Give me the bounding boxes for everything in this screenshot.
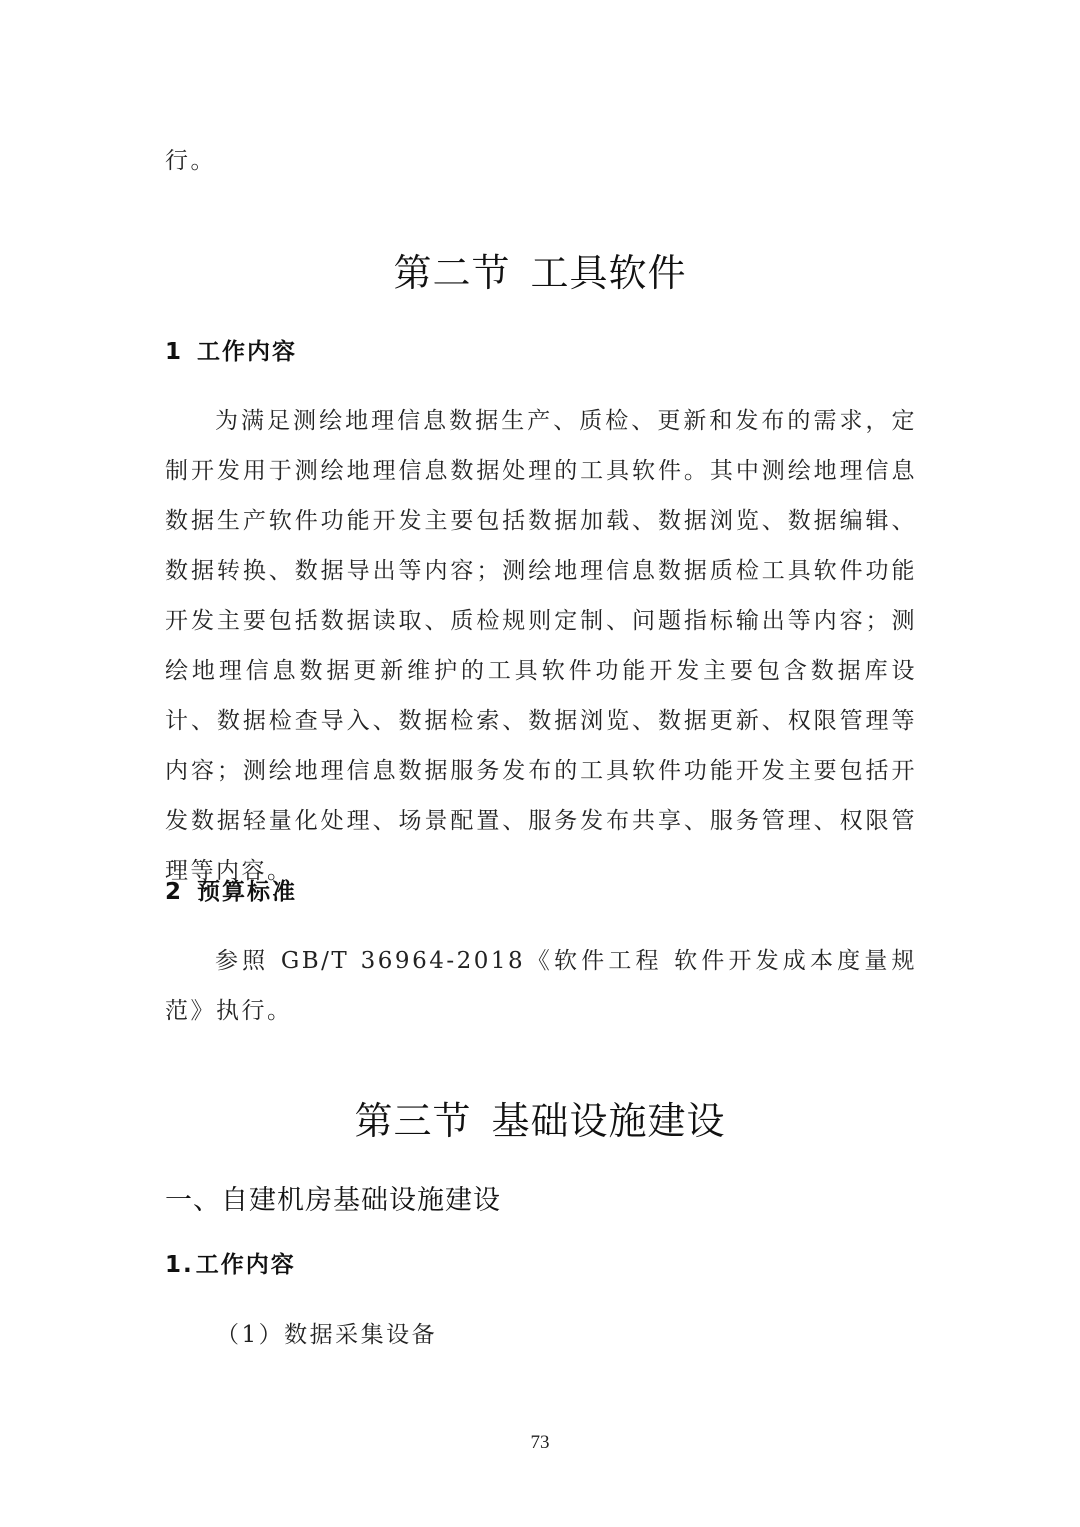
heading-number: 1 (165, 339, 184, 365)
section-three-number: 第三节 (354, 1099, 472, 1143)
section-two-title (0, 242, 1080, 297)
heading-text: 预算标准 (197, 879, 298, 905)
section-two-number: 第二节 (393, 251, 511, 295)
continuation-text: 行。 (165, 148, 216, 174)
heading-text: 工作内容 (197, 339, 298, 365)
work-content-paragraph: 为满足测绘地理信息数据生产、质检、更新和发布的需求，定制开发用于测绘地理信息数据处理的工具软件。其中测绘地理信息数据生产软件功能开发主要包括数据加载、数据浏览、数据编辑、数据转换、数据导出等内容；测绘地理信息数据质检工具软件功能开发主要包括数据读取、质检规则定制、问题指标输出等内容；测绘地理信息数据更新维护的工具软件功能开发主要包含数据库设计、数据检查导入、数据检索、数据浏览、数据更新、权限管理等内容；测绘地理信息数据服务发布的工具软件功能开发主要包括开发数据轻量化处理、场景配置、服务发布共享、服务管理、权限管理等内容。 (165, 408, 917, 884)
section-two-heading-work-content (165, 333, 297, 366)
heading-number: 2 (165, 879, 184, 905)
section-three-name: 基础设施建设 (491, 1099, 726, 1143)
section-two-heading-budget (165, 873, 297, 906)
list-item-data-collection: （1）数据采集设备 (216, 1322, 438, 1348)
budget-paragraph: 参照 GB/T 36964-2018《软件工程 软件开发成本度量规范》执行。 (165, 948, 917, 1024)
level1-heading-server-room: 一、自建机房基础设施建设 (165, 1185, 501, 1216)
section-two-name: 工具软件 (530, 251, 687, 295)
section-three-heading-work-content (165, 1246, 296, 1279)
heading-number: 1. (165, 1252, 194, 1278)
section-three-title (0, 1090, 1080, 1145)
heading-text: 工作内容 (195, 1252, 296, 1278)
page-number: 73 (530, 1432, 550, 1453)
